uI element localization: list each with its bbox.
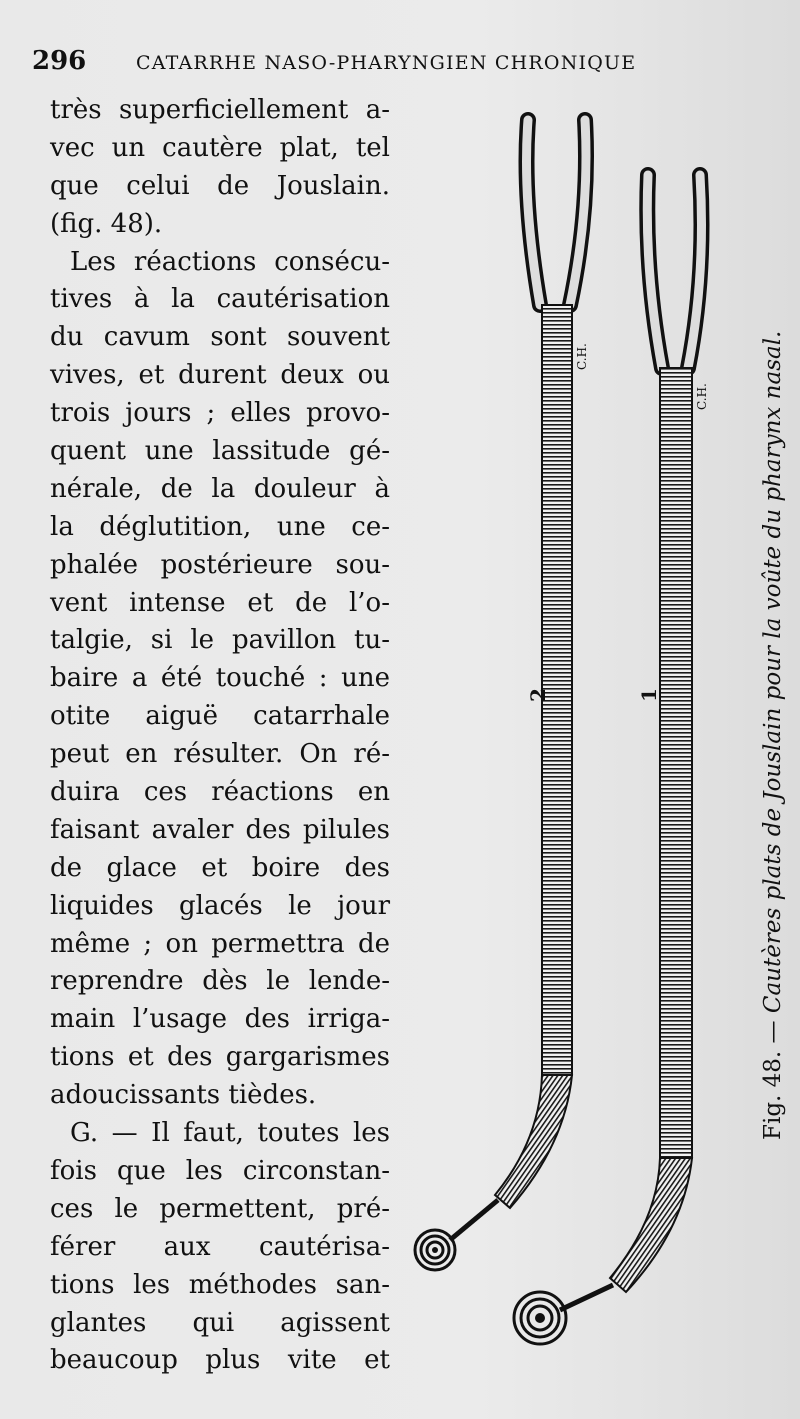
text-line: tives à la cautérisation bbox=[50, 284, 390, 315]
figure-label-2: 2 bbox=[526, 688, 550, 702]
text-line: la déglutition, une ce- bbox=[50, 511, 390, 542]
text-line: glantes qui agissent bbox=[50, 1307, 390, 1338]
text-line: très superficiellement a- bbox=[50, 95, 390, 125]
spiral-tip-2 bbox=[415, 1230, 455, 1270]
text-line: tions les méthodes san- bbox=[50, 1269, 390, 1300]
figure-label-1: 1 bbox=[637, 688, 661, 702]
text-line: faisant avaler des pilules bbox=[50, 814, 390, 845]
page-number: 296 bbox=[32, 46, 87, 76]
text-line: baire a été touché : une bbox=[50, 663, 390, 694]
maker-mark-1: C.H. bbox=[695, 383, 709, 410]
maker-mark-2: C.H. bbox=[575, 343, 589, 370]
text-line: (fig. 48). bbox=[50, 208, 163, 239]
figure-caption bbox=[760, 331, 786, 1140]
text-line: vec un cautère plat, tel bbox=[50, 132, 390, 163]
page-header bbox=[32, 46, 772, 80]
text-line: otite aiguë catarrhale bbox=[50, 701, 390, 732]
cautery-illustration bbox=[400, 100, 800, 1400]
text-line: G. — Il faut, toutes les bbox=[70, 1118, 390, 1149]
text-line: de glace et boire des bbox=[50, 852, 390, 883]
running-title: CATARRHE NASO-PHARYNGIEN CHRONIQUE bbox=[136, 52, 637, 74]
text-line: férer aux cautérisa- bbox=[50, 1231, 390, 1262]
cautery-2 bbox=[415, 120, 586, 1270]
text-line: du cavum sont souvent bbox=[50, 322, 390, 353]
text-line: fois que les circonstan- bbox=[50, 1155, 390, 1186]
text-line: adoucissants tièdes. bbox=[50, 1080, 317, 1111]
text-line: tions et des gargarismes bbox=[50, 1042, 390, 1073]
spiral-tip-1 bbox=[514, 1292, 566, 1344]
text-line: duira ces réactions en bbox=[50, 777, 390, 808]
text-line: reprendre dès le lende- bbox=[50, 966, 390, 997]
text-line: liquides glacés le jour bbox=[50, 890, 390, 921]
text-line: main l’usage des irriga- bbox=[50, 1004, 390, 1035]
figure-caption-text: — Cautères plats de Jouslain pour la voûte du pharynx nasal. bbox=[760, 330, 786, 1044]
text-line: même ; on permettra de bbox=[50, 928, 390, 959]
text-line: phalée postérieure sou- bbox=[50, 549, 390, 580]
text-line: nérale, de la douleur à bbox=[50, 473, 390, 504]
text-line: beaucoup plus vite et bbox=[50, 1345, 390, 1376]
text-line: ces le permettent, pré- bbox=[50, 1193, 390, 1224]
text-line: que celui de Jouslain. bbox=[50, 170, 390, 201]
text-line: vent intense et de l’o- bbox=[50, 587, 390, 618]
text-line: talgie, si le pavillon tu- bbox=[50, 625, 390, 656]
text-line: peut en résulter. On ré- bbox=[50, 739, 390, 770]
text-line: trois jours ; elles provo- bbox=[50, 398, 390, 429]
body-text bbox=[50, 92, 390, 1380]
text-line: Les réactions consécu- bbox=[70, 246, 390, 277]
text-line: quent une lassitude gé- bbox=[50, 436, 390, 467]
text-line: vives, et durent deux ou bbox=[50, 360, 390, 391]
figure-caption-label: Fig. 48. bbox=[760, 1050, 786, 1140]
